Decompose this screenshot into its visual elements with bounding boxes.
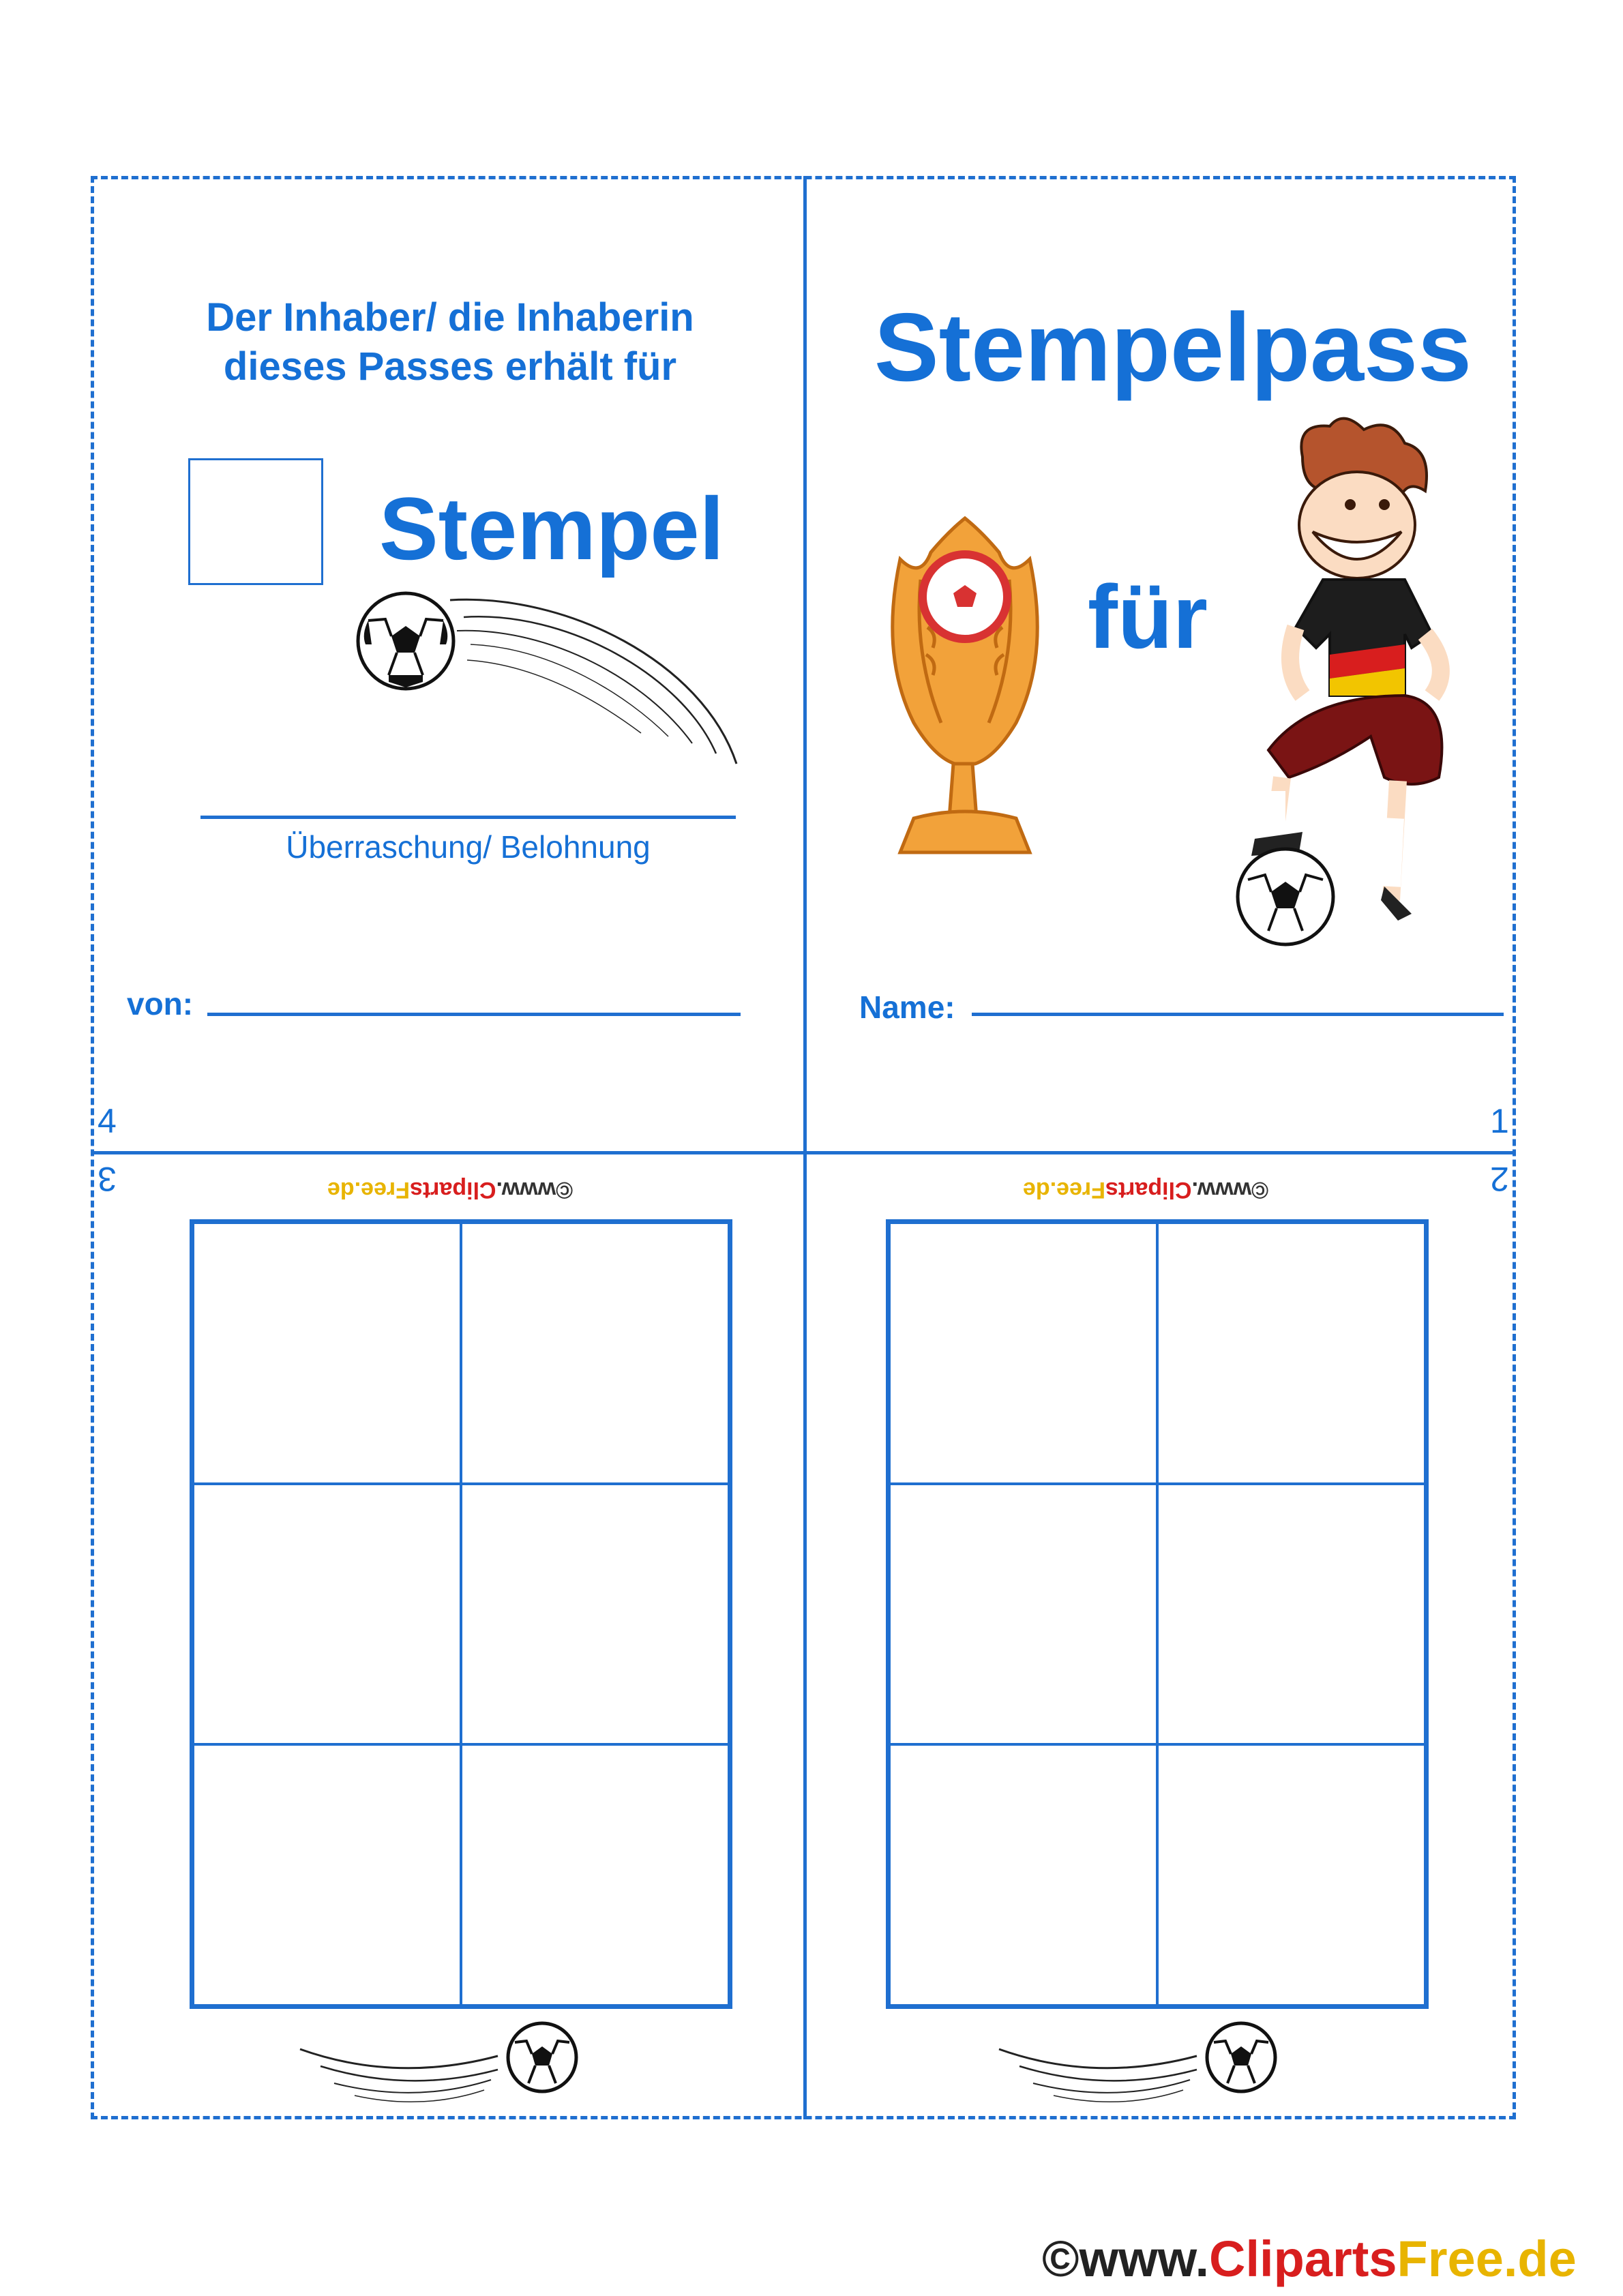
- stamp-cell: [193, 1223, 461, 1484]
- watermark-cliparts: Cliparts: [1105, 1177, 1192, 1203]
- soccer-ball-icon: [1207, 2023, 1275, 2091]
- for-word: für: [1088, 567, 1208, 667]
- page-number-4: 4: [98, 1102, 117, 1140]
- soccer-ball-icon: [358, 593, 453, 689]
- watermark-prefix: ©www.: [1042, 2231, 1210, 2287]
- watermark-free: Free: [361, 1177, 410, 1203]
- stamp-cell: [889, 1744, 1157, 2006]
- page-number-1: 1: [1490, 1102, 1509, 1140]
- watermark-cliparts: Cliparts: [1209, 2231, 1397, 2287]
- stamp-cell: [461, 1223, 729, 1484]
- stamp-cell: [193, 1484, 461, 1745]
- from-label: von:: [127, 986, 194, 1022]
- stamp-grid-left: [190, 1219, 732, 2009]
- soccer-ball-flying-icon: [992, 2015, 1285, 2117]
- fold-line-horizontal: [91, 1151, 1516, 1154]
- watermark-free: Free: [1056, 1177, 1105, 1203]
- watermark-prefix: ©www.: [1191, 1177, 1269, 1203]
- watermark-small-right: [1023, 1176, 1268, 1203]
- intro-line-2: dieses Passes erhält für: [223, 344, 677, 389]
- watermark-prefix: ©www.: [496, 1177, 574, 1203]
- watermark-large: [1042, 2230, 1577, 2288]
- soccer-ball-icon: [508, 2023, 576, 2091]
- watermark-suffix: .de: [1023, 1177, 1057, 1203]
- page-number-2: 2: [1490, 1160, 1509, 1198]
- stamp-cell: [889, 1223, 1157, 1484]
- watermark-suffix: .de: [1503, 2231, 1577, 2287]
- stamp-cell: [889, 1484, 1157, 1745]
- from-line: [207, 1013, 741, 1016]
- intro-line-1: Der Inhaber/ die Inhaberin: [206, 295, 694, 340]
- stamp-checkbox: [188, 458, 323, 585]
- page-title: Stempelpass: [874, 293, 1472, 402]
- soccer-ball-icon: [1238, 849, 1333, 944]
- watermark-suffix: .de: [327, 1177, 361, 1203]
- stamp-grid-right: [886, 1219, 1429, 2009]
- intro-text: [170, 293, 730, 391]
- reward-line: [200, 816, 736, 819]
- page-number-3: 3: [98, 1160, 117, 1198]
- fold-line-vertical: [803, 176, 807, 2119]
- trophy-icon: [873, 518, 1057, 866]
- soccer-ball-flying-icon: [348, 580, 757, 784]
- soccer-ball-flying-icon: [293, 2015, 586, 2117]
- watermark-small-left: [327, 1176, 573, 1203]
- name-line: [972, 1013, 1504, 1016]
- stamp-cell: [1157, 1223, 1425, 1484]
- boy-footballer-icon: [1227, 409, 1493, 955]
- stamp-cell: [461, 1744, 729, 2006]
- name-label: Name:: [859, 989, 955, 1025]
- stamp-cell: [461, 1484, 729, 1745]
- stamp-word: Stempel: [379, 479, 724, 578]
- watermark-cliparts: Cliparts: [409, 1177, 496, 1203]
- watermark-free: Free: [1397, 2231, 1504, 2287]
- reward-label: Überraschung/ Belohnung: [286, 829, 651, 865]
- stamp-cell: [1157, 1744, 1425, 2006]
- stamp-cell: [1157, 1484, 1425, 1745]
- stamp-cell: [193, 1744, 461, 2006]
